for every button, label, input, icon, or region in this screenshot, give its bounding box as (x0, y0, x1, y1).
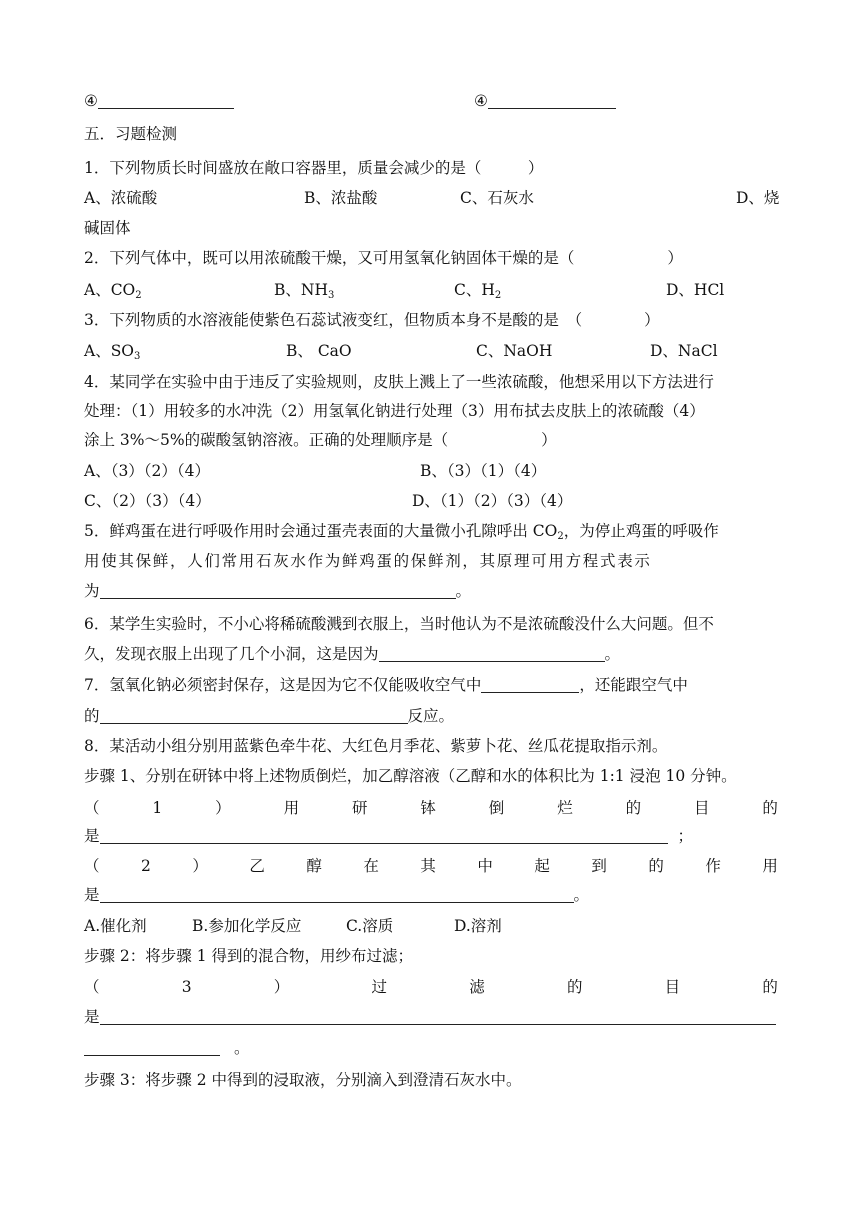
q1-option-b: B、浓盐酸 (304, 189, 378, 207)
q8-part3-answer-cont: 。 (84, 1038, 250, 1058)
q8-part1-answer: 是 ； (84, 827, 694, 845)
answer-blank (100, 827, 668, 844)
q2-option-a: A、$CO_2$ (84, 281, 142, 301)
q3-option-c: C、NaOH (476, 342, 553, 360)
top-blank-right (474, 91, 616, 111)
q1-option-d-cont: 碱固体 (84, 219, 131, 237)
answer-blank (100, 582, 456, 599)
q8-step1: 步骤 1、分别在研钵中将上述物质倒烂，加乙醇溶液（乙醇和水的体积比为 1:1 浸泡 10 分钟。 (84, 767, 737, 785)
q1-option-c: C、石灰水 (460, 189, 534, 207)
answer-blank (379, 645, 605, 662)
q8-step3: 步骤 3：将步骤 2 中得到的浸取液，分别滴入到澄清石灰水中。 (84, 1071, 522, 1089)
q2-option-b: B、$NH_3$ (274, 281, 335, 301)
q2-option-c: C、$H_2$ (454, 281, 502, 301)
q5-line2: 用使其保鲜，人们常用石灰水作为鲜鸡蛋的保鲜剂，其原理可用方程式表示 (84, 552, 652, 570)
answer-blank (84, 1039, 220, 1056)
q8-part3-prompt: （ 3 ） 过 滤 的 目 的 (84, 978, 778, 996)
q3-stem: 3．下列物质的水溶液能使紫色石蕊试液变红，但物质本身不是酸的是 （ ） (84, 311, 660, 329)
q8-step2: 步骤 2：将步骤 1 得到的混合物，用纱布过滤； (84, 947, 414, 965)
q4-option-b: B、（3）（1）（4） (420, 462, 547, 480)
answer-blank (100, 707, 408, 724)
q8-intro: 8．某活动小组分别用蓝紫色牵牛花、大红色月季花、紫萝卜花、丝瓜花提取指示剂。 (84, 737, 668, 755)
answer-blank (98, 92, 234, 109)
q4-line2: 处理：（1）用较多的水冲洗（2）用氢氧化钠进行处理（3）用布拭去皮肤上的浓硫酸（4） (84, 402, 705, 420)
q6-line2: 久，发现衣服上出现了几个小洞，这是因为 。 (84, 645, 621, 663)
q5-line3: 为 。 (84, 582, 472, 600)
circled-number: ④ (84, 92, 98, 110)
q2-stem: 2．下列气体中，既可以用浓硫酸干燥，又可用氢氧化钠固体干燥的是（ ） (84, 249, 683, 267)
q8-choice-d: D.溶剂 (454, 917, 502, 935)
q1-stem: 1．下列物质长时间盛放在敞口容器里，质量会减少的是（ ） (84, 159, 544, 177)
q8-part2-answer: 是 。 (84, 886, 590, 904)
answer-blank (481, 676, 579, 693)
q4-line1: 4．某同学在实验中由于违反了实验规则，皮肤上溅上了一些浓硫酸，他想采用以下方法进行 (84, 373, 714, 391)
q8-choice-c: C.溶质 (346, 917, 394, 935)
q1-option-a: A、浓硫酸 (84, 189, 158, 207)
q5-line1: 5．鲜鸡蛋在进行呼吸作用时会通过蛋壳表面的大量微小孔隙呼出 $CO_2$，为停止鸡蛋的呼吸作 (84, 522, 719, 542)
q7-line1: 7．氢氧化钠必须密封保存，这是因为它不仅能吸收空气中 ，还能跟空气中 (84, 676, 688, 694)
q3-option-a: A、$SO_3$ (84, 342, 141, 362)
q6-line1: 6．某学生实验时，不小心将稀硫酸溅到衣服上，当时他认为不是浓硫酸没什么大问题。但不 (84, 615, 714, 633)
q8-part1-prompt: （ 1 ） 用 研 钵 倒 烂 的 目 的 (84, 799, 778, 817)
q4-line3: 涂上 3%～5%的碳酸氢钠溶液。正确的处理顺序是（ ） (84, 431, 557, 449)
top-blank-left (84, 91, 234, 111)
q3-option-d: D、NaCl (650, 342, 718, 360)
q1-option-d: D、烧 (736, 189, 780, 207)
answer-blank (100, 1008, 776, 1025)
circled-number: ④ (474, 92, 488, 110)
q7-line2: 的 反应。 (84, 707, 455, 725)
answer-blank (488, 92, 616, 109)
q4-option-c: C、（2）（3）（4） (84, 492, 211, 510)
q2-option-d: D、HCl (666, 281, 725, 299)
section-title: 五．习题检测 (84, 125, 178, 143)
q3-option-b: B、 CaO (286, 342, 352, 360)
q4-option-a: A、（3）（2）（4） (84, 462, 211, 480)
q4-option-d: D、（1）（2）（3）（4） (412, 492, 573, 510)
q8-choice-a: A.催化剂 (84, 917, 147, 935)
q8-part2-prompt: （ 2 ） 乙 醇 在 其 中 起 到 的 作 用 (84, 857, 778, 875)
q8-part3-answer: 是 (84, 1007, 776, 1027)
q8-choice-b: B.参加化学反应 (192, 917, 302, 935)
answer-blank (100, 886, 574, 903)
